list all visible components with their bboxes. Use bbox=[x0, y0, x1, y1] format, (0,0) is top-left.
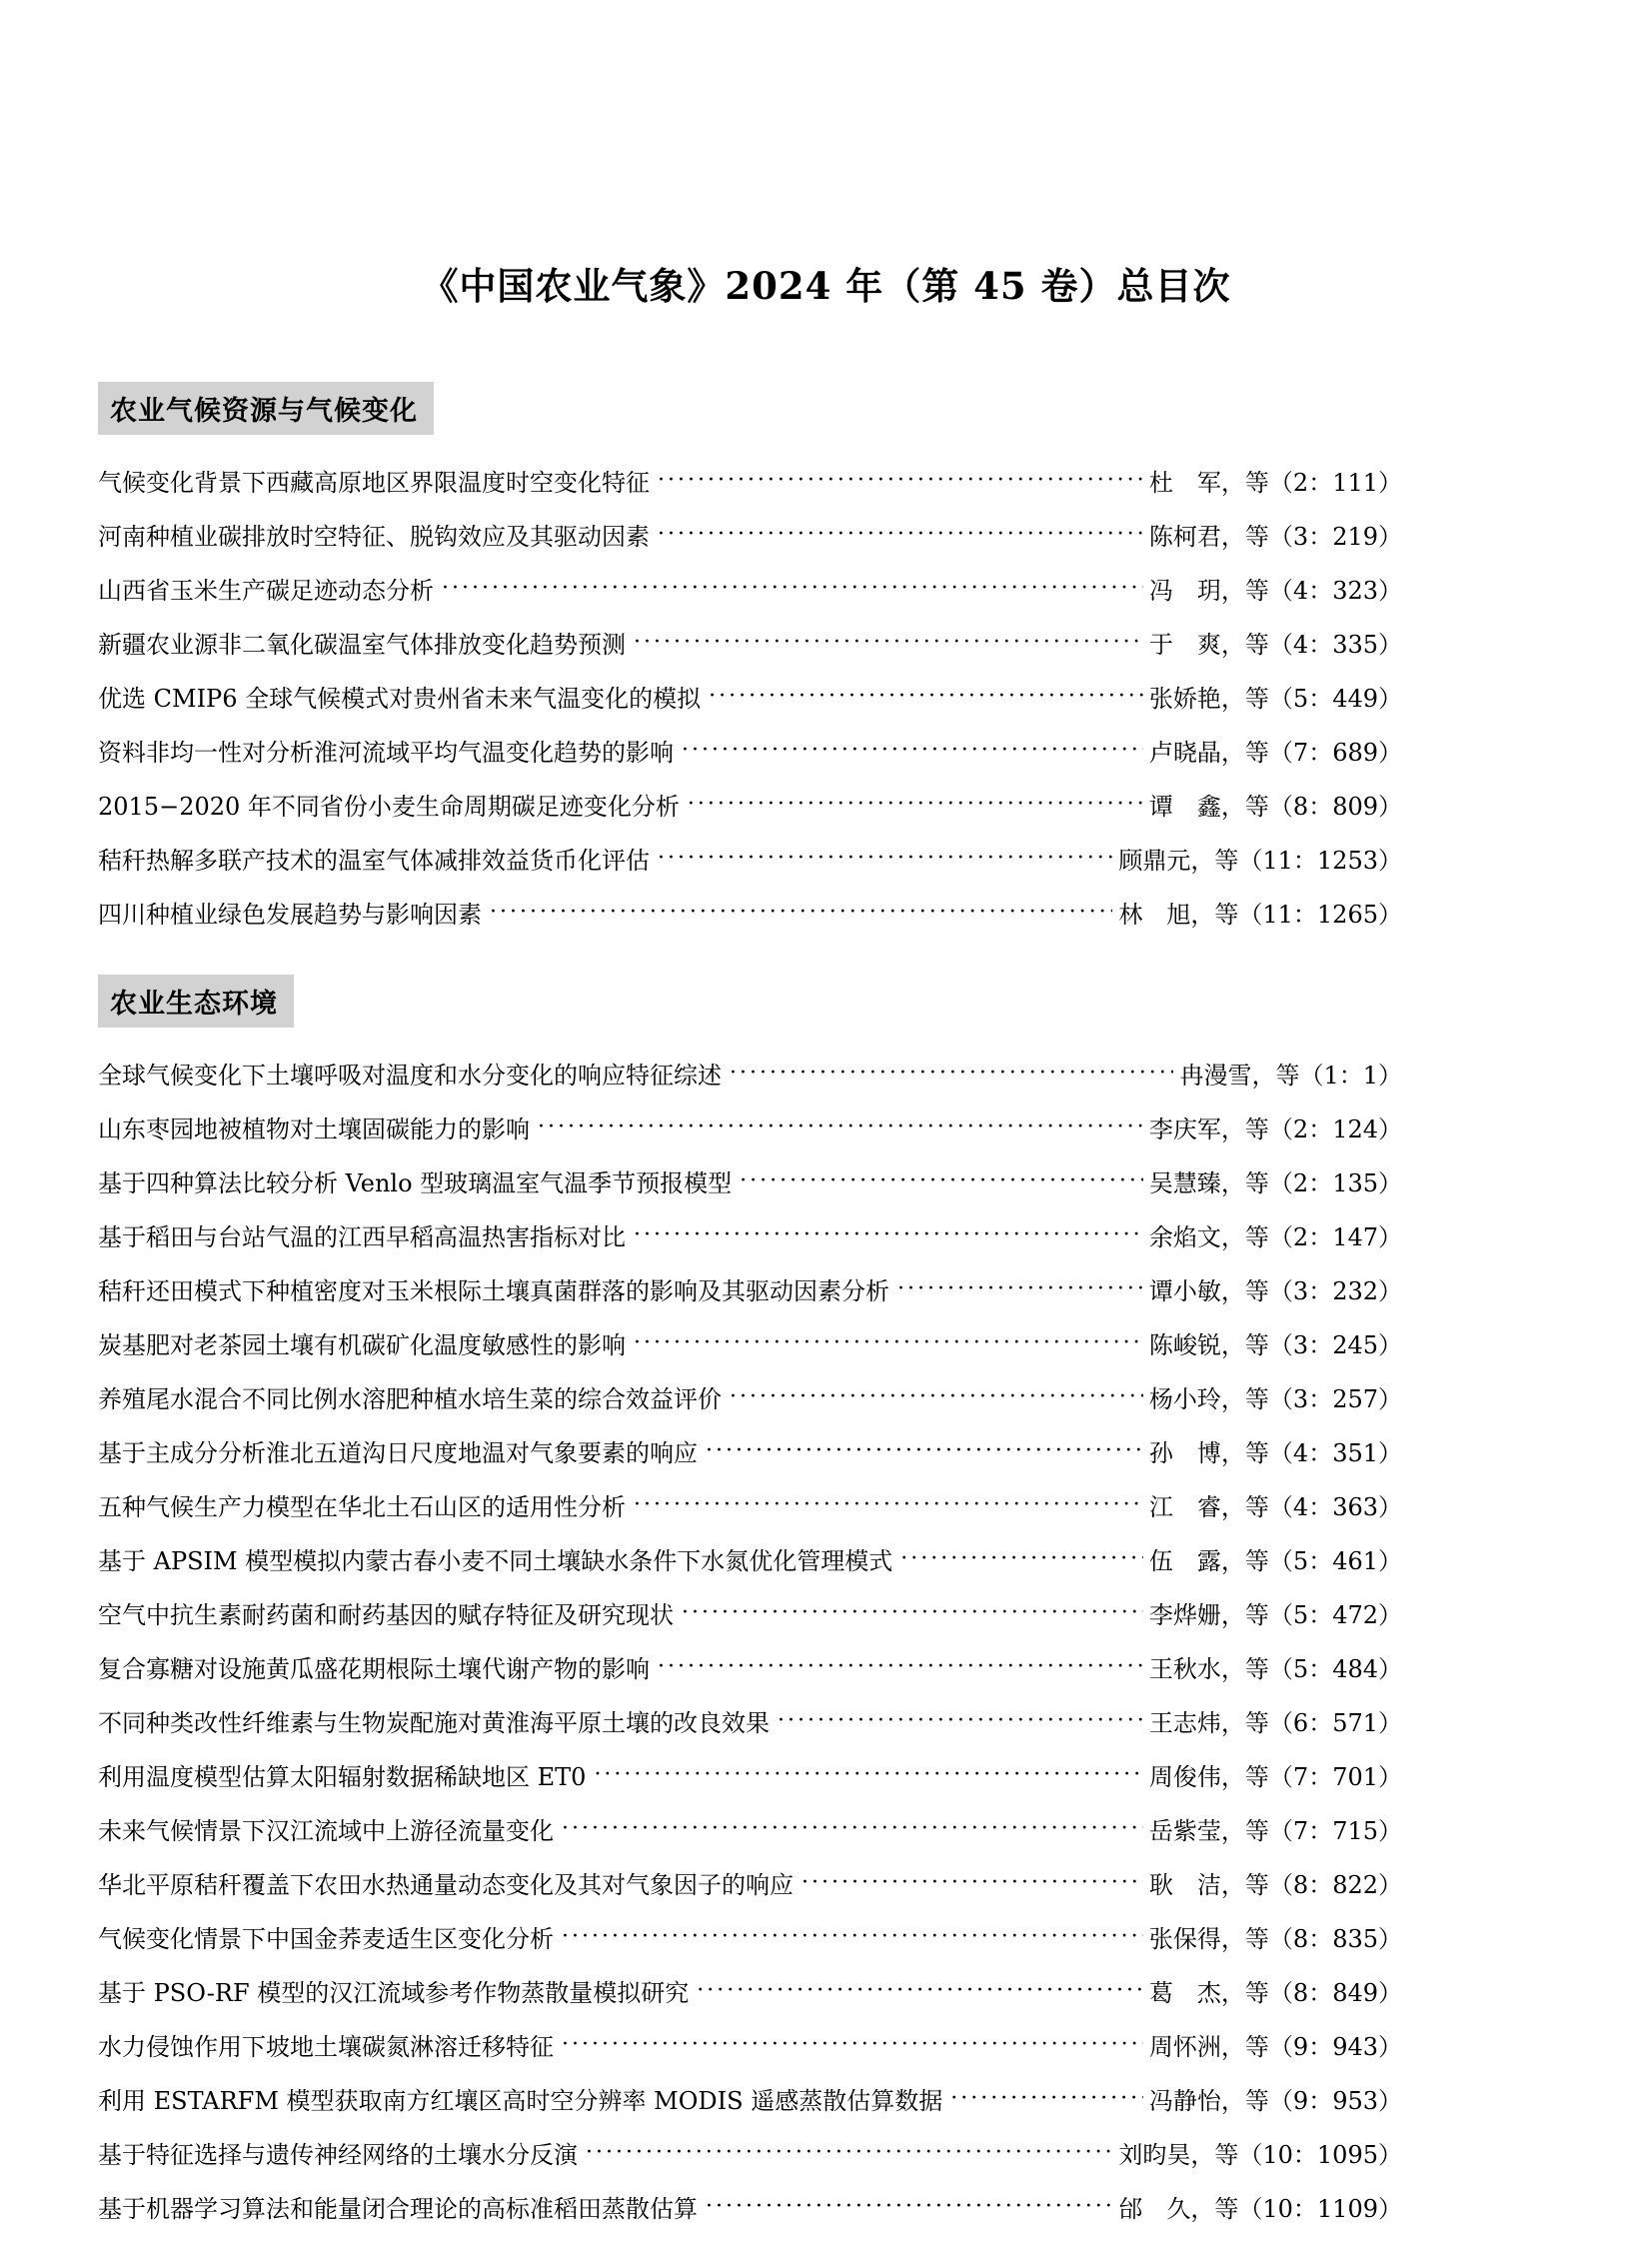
entry-author: 葛 杰，等 bbox=[1148, 1978, 1269, 2007]
entry-author: 张娇艳，等 bbox=[1148, 684, 1269, 713]
entry-title: 未来气候情景下汉江流域中上游径流量变化 bbox=[98, 1816, 554, 1845]
entry-title: 炭基肥对老茶园土壤有机碳矿化温度敏感性的影响 bbox=[98, 1330, 626, 1359]
toc-entry bbox=[98, 1801, 1402, 1855]
entry-author: 顾鼎元，等 bbox=[1118, 846, 1239, 875]
entry-page-ref: （3：257） bbox=[1268, 1384, 1402, 1413]
dotted-leader bbox=[778, 1708, 1143, 1733]
entry-title: 秸秆还田模式下种植密度对玉米根际土壤真菌群落的影响及其驱动因素分析 bbox=[98, 1276, 889, 1305]
toc-entry bbox=[98, 669, 1402, 723]
section-heading: 农业生态环境 bbox=[98, 975, 294, 1028]
toc-entry bbox=[98, 561, 1402, 615]
dotted-leader bbox=[950, 2086, 1143, 2111]
toc-section bbox=[98, 939, 1402, 2233]
entry-author: 江 睿，等 bbox=[1148, 1492, 1269, 1521]
entry-author: 邰 久，等 bbox=[1118, 2194, 1239, 2223]
dotted-leader bbox=[682, 738, 1143, 763]
toc-section bbox=[98, 310, 1402, 939]
entry-title: 基于 APSIM 模型模拟内蒙古春小麦不同土壤缺水条件下水氮优化管理模式 bbox=[98, 1546, 893, 1575]
entry-author: 孙 博，等 bbox=[1148, 1438, 1269, 1467]
entry-page-ref: （2：147） bbox=[1268, 1222, 1402, 1251]
dotted-leader bbox=[562, 2032, 1143, 2057]
entry-page-ref: （8：849） bbox=[1268, 1978, 1402, 2007]
toc-entry bbox=[98, 1369, 1402, 1423]
dotted-leader bbox=[682, 1600, 1143, 1625]
entry-title: 全球气候变化下土壤呼吸对温度和水分变化的响应特征综述 bbox=[98, 1061, 722, 1090]
entry-author: 杜 军，等 bbox=[1148, 468, 1269, 497]
toc-entry bbox=[98, 1963, 1402, 2017]
entry-author: 张保得，等 bbox=[1148, 1924, 1269, 1953]
dotted-leader bbox=[802, 1870, 1143, 1895]
toc-entry bbox=[98, 1261, 1402, 1315]
dotted-leader bbox=[706, 1438, 1143, 1463]
dotted-leader bbox=[658, 468, 1143, 493]
entry-author: 谭 鑫，等 bbox=[1148, 792, 1269, 821]
entry-title: 山东枣园地被植物对土壤固碳能力的影响 bbox=[98, 1115, 530, 1143]
entry-author: 于 爽，等 bbox=[1148, 630, 1269, 659]
entry-author: 余焰文，等 bbox=[1148, 1222, 1269, 1251]
toc-entry bbox=[98, 2125, 1402, 2179]
entry-author: 李庆军，等 bbox=[1148, 1115, 1269, 1143]
entry-page-ref: （2：111） bbox=[1268, 468, 1402, 497]
toc-entry bbox=[98, 1693, 1402, 1747]
entry-author: 伍 露，等 bbox=[1148, 1546, 1269, 1575]
entry-page-ref: （10：1095） bbox=[1238, 2140, 1402, 2169]
dotted-leader bbox=[900, 1546, 1143, 1571]
dotted-leader bbox=[658, 522, 1143, 547]
entry-author: 李烨姗，等 bbox=[1148, 1600, 1269, 1629]
entry-author: 刘昀昊，等 bbox=[1118, 2140, 1239, 2169]
dotted-leader bbox=[634, 1492, 1143, 1517]
entry-author: 王秋水，等 bbox=[1148, 1654, 1269, 1683]
entry-author: 卢晓晶，等 bbox=[1148, 738, 1269, 767]
dotted-leader bbox=[658, 846, 1112, 871]
entry-author: 谭小敏，等 bbox=[1148, 1276, 1269, 1305]
entry-author: 耿 洁，等 bbox=[1148, 1870, 1269, 1899]
entry-title: 四川种植业绿色发展趋势与影响因素 bbox=[98, 900, 482, 929]
entry-page-ref: （3：219） bbox=[1268, 522, 1402, 551]
toc-entry bbox=[98, 777, 1402, 831]
dotted-leader bbox=[562, 1924, 1143, 1949]
toc-entry bbox=[98, 831, 1402, 885]
toc-entry bbox=[98, 1315, 1402, 1369]
toc-entry bbox=[98, 723, 1402, 777]
dotted-leader bbox=[634, 630, 1143, 655]
toc-entry bbox=[98, 1855, 1402, 1909]
toc-entry bbox=[98, 2179, 1402, 2233]
section-entries bbox=[98, 1046, 1402, 2233]
entry-title: 基于 PSO-RF 模型的汉江流域参考作物蒸散量模拟研究 bbox=[98, 1978, 690, 2007]
toc-entry bbox=[98, 2017, 1402, 2071]
entry-page-ref: （4：351） bbox=[1268, 1438, 1402, 1467]
toc-entry bbox=[98, 1639, 1402, 1693]
toc-entry bbox=[98, 1477, 1402, 1531]
entry-page-ref: （5：461） bbox=[1268, 1546, 1402, 1575]
entry-title: 新疆农业源非二氧化碳温室气体排放变化趋势预测 bbox=[98, 630, 626, 659]
dotted-leader bbox=[709, 684, 1143, 709]
entry-title: 复合寡糖对设施黄瓜盛花期根际土壤代谢产物的影响 bbox=[98, 1654, 650, 1683]
entry-title: 气候变化背景下西藏高原地区界限温度时空变化特征 bbox=[98, 468, 650, 497]
section-heading: 农业气候资源与气候变化 bbox=[98, 382, 434, 435]
entry-title: 利用 ESTARFM 模型获取南方红壤区高时空分辨率 MODIS 遥感蒸散估算数据 bbox=[98, 2086, 943, 2115]
entry-page-ref: （5：484） bbox=[1268, 1654, 1402, 1683]
dotted-leader bbox=[586, 2140, 1112, 2165]
entry-title: 2015−2020 年不同省份小麦生命周期碳足迹变化分析 bbox=[98, 792, 680, 821]
entry-title: 山西省玉米生产碳足迹动态分析 bbox=[98, 576, 434, 605]
entry-author: 吴慧臻，等 bbox=[1148, 1168, 1269, 1197]
entry-title: 秸秆热解多联产技术的温室气体减排效益货币化评估 bbox=[98, 846, 650, 875]
section-entries bbox=[98, 453, 1402, 939]
entry-page-ref: （7：689） bbox=[1268, 738, 1402, 767]
entry-author: 林 旭，等 bbox=[1118, 900, 1239, 929]
entry-author: 周俊伟，等 bbox=[1148, 1762, 1269, 1791]
entry-title: 资料非均一性对分析淮河流域平均气温变化趋势的影响 bbox=[98, 738, 674, 767]
dotted-leader bbox=[897, 1276, 1143, 1301]
entry-page-ref: （5：472） bbox=[1268, 1600, 1402, 1629]
entry-title: 河南种植业碳排放时空特征、脱钩效应及其驱动因素 bbox=[98, 522, 650, 551]
entry-author: 冯静怡，等 bbox=[1148, 2086, 1269, 2115]
dotted-leader bbox=[730, 1384, 1143, 1409]
dotted-leader bbox=[634, 1330, 1143, 1355]
entry-page-ref: （11：1253） bbox=[1238, 846, 1402, 875]
entry-page-ref: （7：701） bbox=[1268, 1762, 1402, 1791]
entry-author: 冯 玥，等 bbox=[1148, 576, 1269, 605]
entry-page-ref: （4：335） bbox=[1268, 630, 1402, 659]
entry-author: 杨小玲，等 bbox=[1148, 1384, 1269, 1413]
entry-page-ref: （9：943） bbox=[1268, 2032, 1402, 2061]
entry-title: 华北平原秸秆覆盖下农田水热通量动态变化及其对气象因子的响应 bbox=[98, 1870, 794, 1899]
entry-author: 陈柯君，等 bbox=[1148, 522, 1269, 551]
entry-page-ref: （5：449） bbox=[1268, 684, 1402, 713]
dotted-leader bbox=[740, 1168, 1143, 1193]
toc-entry bbox=[98, 1423, 1402, 1477]
toc-entry bbox=[98, 885, 1402, 939]
dotted-leader bbox=[490, 900, 1112, 925]
entry-page-ref: （1：1） bbox=[1299, 1061, 1402, 1090]
entry-page-ref: （3：245） bbox=[1268, 1330, 1402, 1359]
toc-entry bbox=[98, 1100, 1402, 1153]
entry-page-ref: （4：323） bbox=[1268, 576, 1402, 605]
entry-author: 王志炜，等 bbox=[1148, 1708, 1269, 1737]
page-title: 《中国农业气象》2024 年（第 45 卷）总目次 bbox=[421, 264, 1231, 308]
entry-title: 基于机器学习算法和能量闭合理论的高标准稻田蒸散估算 bbox=[98, 2194, 698, 2223]
entry-title: 养殖尾水混合不同比例水溶肥种植水培生菜的综合效益评价 bbox=[98, 1384, 722, 1413]
dotted-leader bbox=[442, 576, 1143, 601]
toc-entry bbox=[98, 453, 1402, 507]
entry-page-ref: （2：124） bbox=[1268, 1115, 1402, 1143]
entry-page-ref: （4：363） bbox=[1268, 1492, 1402, 1521]
entry-author: 冉漫雪，等 bbox=[1179, 1061, 1300, 1090]
entry-page-ref: （3：232） bbox=[1268, 1276, 1402, 1305]
dotted-leader bbox=[658, 1654, 1143, 1679]
entry-page-ref: （9：953） bbox=[1268, 2086, 1402, 2115]
entry-title: 利用温度模型估算太阳辐射数据稀缺地区 ET0 bbox=[98, 1762, 587, 1791]
entry-title: 基于主成分分析淮北五道沟日尺度地温对气象要素的响应 bbox=[98, 1438, 698, 1467]
entry-title: 不同种类改性纤维素与生物炭配施对黄淮海平原土壤的改良效果 bbox=[98, 1708, 770, 1737]
entry-title: 优选 CMIP6 全球气候模式对贵州省未来气温变化的模拟 bbox=[98, 684, 702, 713]
toc-entry bbox=[98, 1909, 1402, 1963]
toc-entry bbox=[98, 507, 1402, 561]
entry-page-ref: （8：822） bbox=[1268, 1870, 1402, 1899]
dotted-leader bbox=[538, 1115, 1143, 1139]
entry-title: 基于稻田与台站气温的江西早稻高温热害指标对比 bbox=[98, 1222, 626, 1251]
toc-entry bbox=[98, 1046, 1402, 1100]
entry-page-ref: （10：1109） bbox=[1238, 2194, 1402, 2223]
entry-page-ref: （7：715） bbox=[1268, 1816, 1402, 1845]
entry-page-ref: （6：571） bbox=[1268, 1708, 1402, 1737]
dotted-leader bbox=[634, 1222, 1143, 1247]
entry-title: 基于特征选择与遗传神经网络的土壤水分反演 bbox=[98, 2140, 578, 2169]
toc-entry bbox=[98, 1207, 1402, 1261]
dotted-leader bbox=[594, 1762, 1142, 1787]
entry-author: 岳紫莹，等 bbox=[1148, 1816, 1269, 1845]
dotted-leader bbox=[688, 792, 1143, 817]
dotted-leader bbox=[706, 2194, 1112, 2219]
entry-title: 气候变化情景下中国金荞麦适生区变化分析 bbox=[98, 1924, 554, 1953]
entry-author: 周怀洲，等 bbox=[1148, 2032, 1269, 2061]
entry-page-ref: （2：135） bbox=[1268, 1168, 1402, 1197]
toc-entry bbox=[98, 615, 1402, 669]
toc-entry bbox=[98, 2071, 1402, 2125]
entry-page-ref: （8：809） bbox=[1268, 792, 1402, 821]
entry-author: 陈峻锐，等 bbox=[1148, 1330, 1269, 1359]
entry-title: 基于四种算法比较分析 Venlo 型玻璃温室气温季节预报模型 bbox=[98, 1168, 733, 1197]
dotted-leader bbox=[562, 1816, 1143, 1841]
entry-page-ref: （11：1265） bbox=[1238, 900, 1402, 929]
toc-entry bbox=[98, 1153, 1402, 1207]
toc-entry bbox=[98, 1747, 1402, 1801]
entry-page-ref: （8：835） bbox=[1268, 1924, 1402, 1953]
toc-entry bbox=[98, 1531, 1402, 1585]
dotted-leader bbox=[730, 1061, 1173, 1086]
entry-title: 水力侵蚀作用下坡地土壤碳氮淋溶迁移特征 bbox=[98, 2032, 554, 2061]
dotted-leader bbox=[697, 1978, 1143, 2003]
entry-title: 五种气候生产力模型在华北土石山区的适用性分析 bbox=[98, 1492, 626, 1521]
sections-container bbox=[98, 310, 1402, 2233]
toc-entry bbox=[98, 1585, 1402, 1639]
entry-title: 空气中抗生素耐药菌和耐药基因的赋存特征及研究现状 bbox=[98, 1600, 674, 1629]
